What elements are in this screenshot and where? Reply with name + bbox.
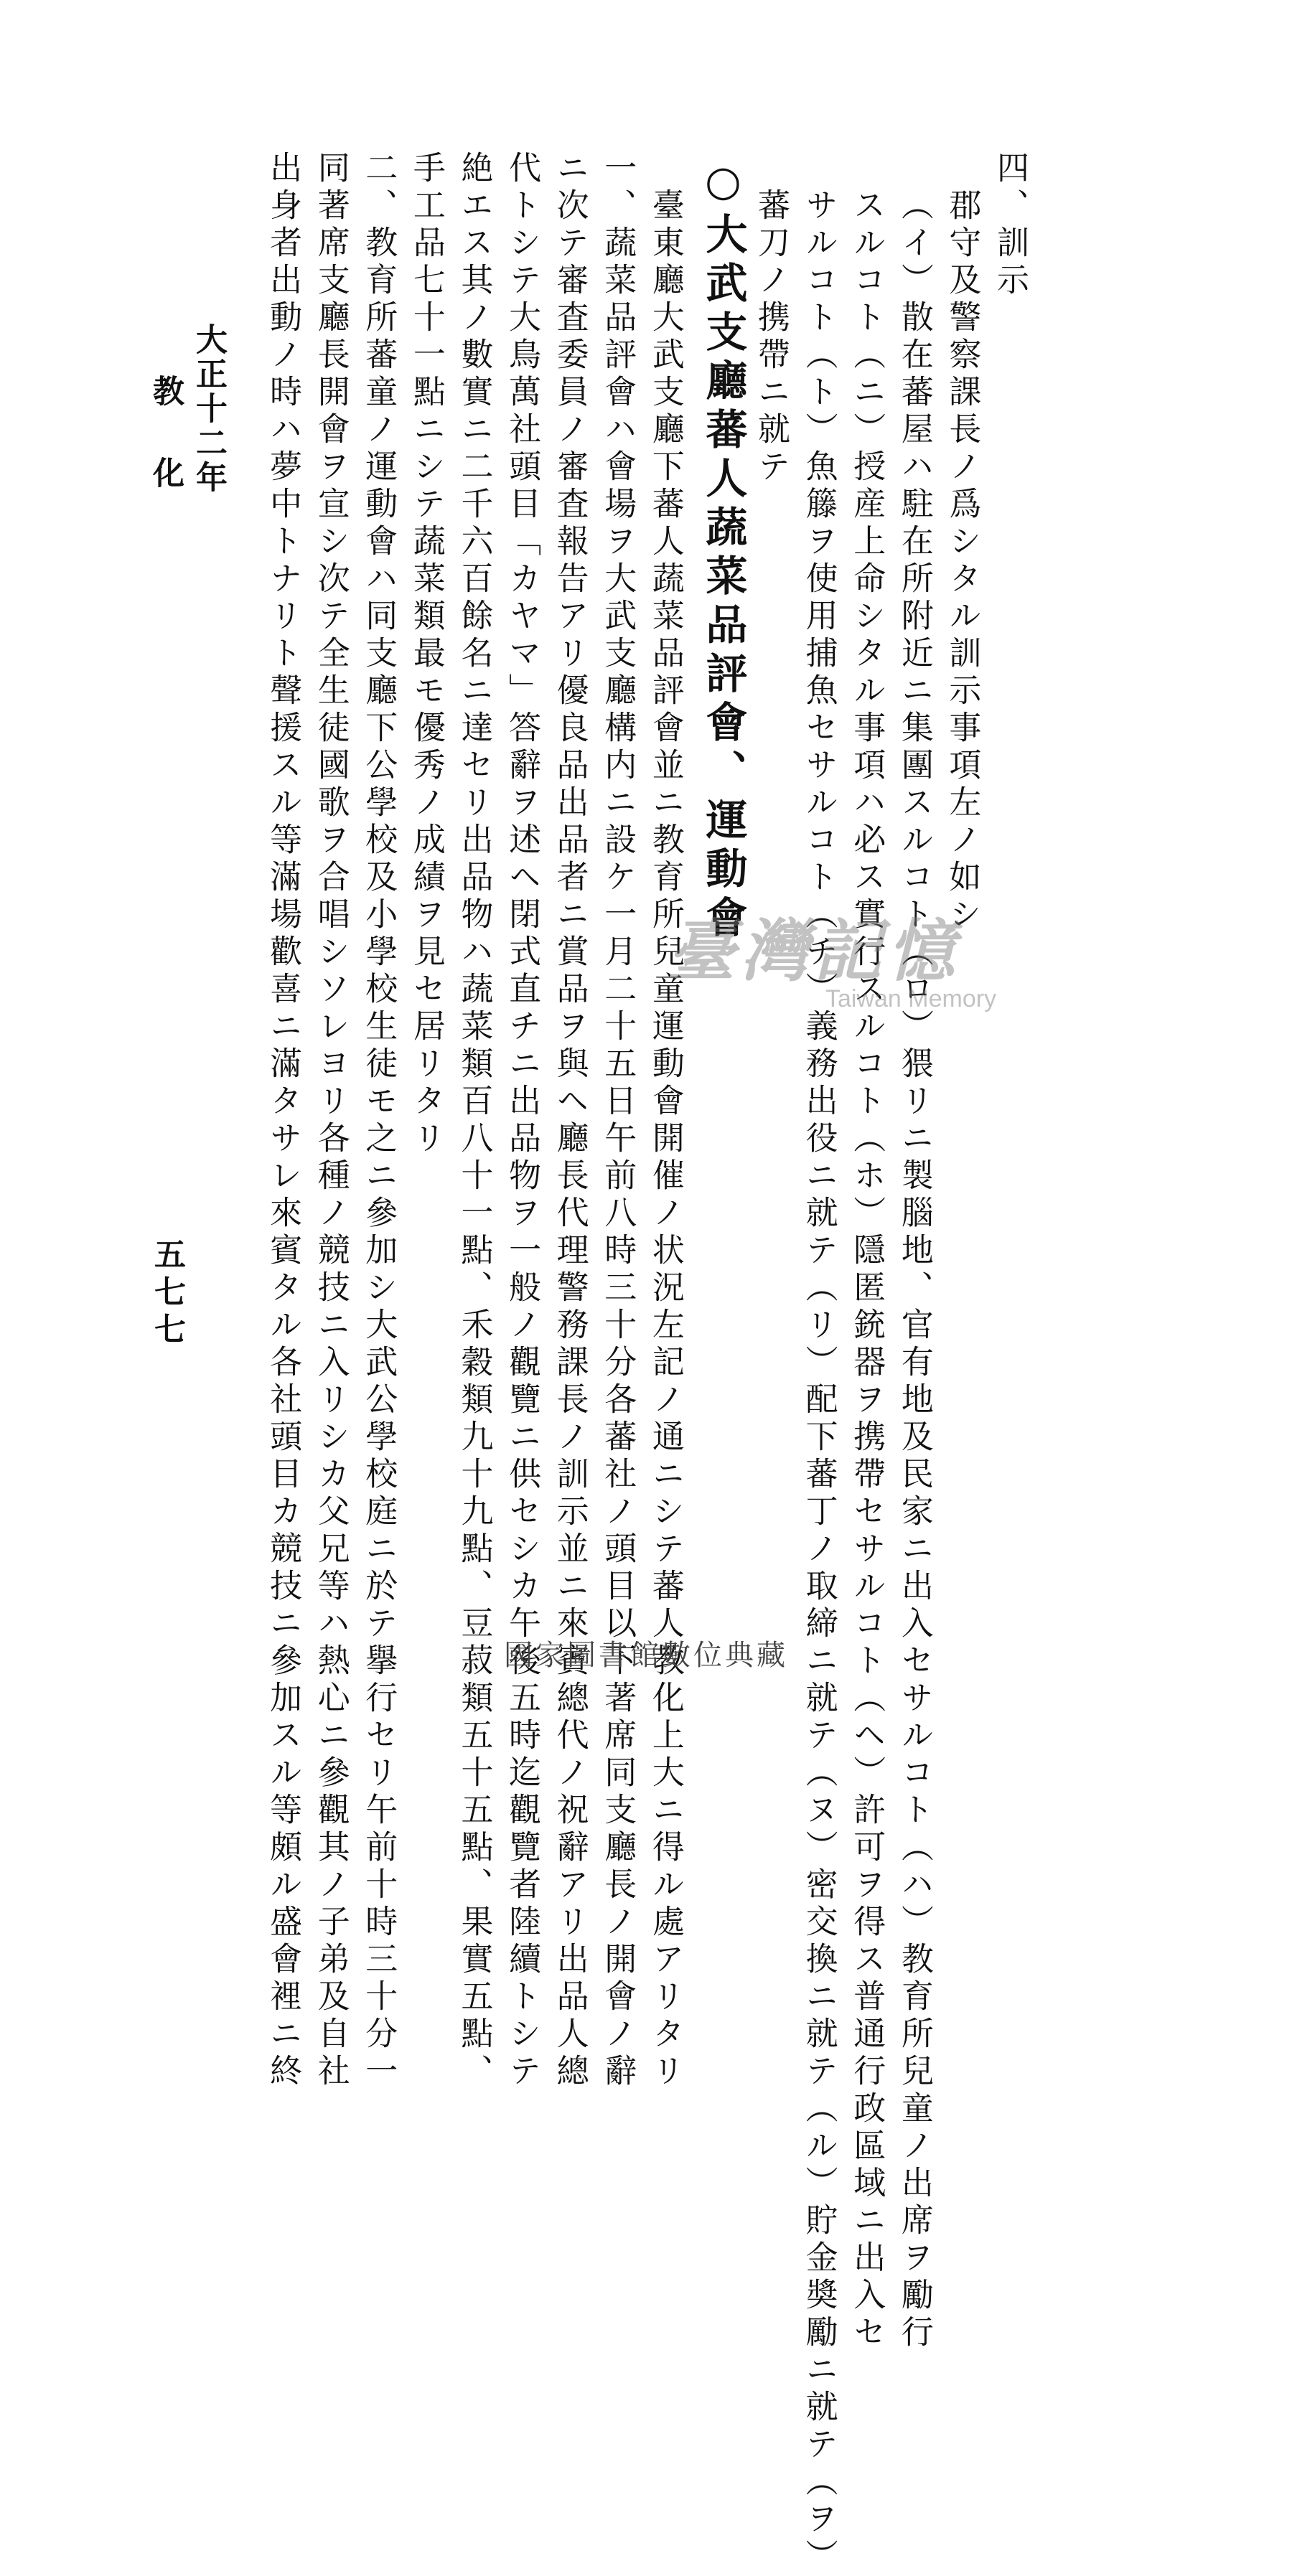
- text-column: 一、蔬菜品評會ハ會場ヲ大武支廳構内ニ設ケ一月二十五日午前八時三十分各蕃社ノ頭目以下著席同支廳長ノ開會ノ辭: [599, 151, 637, 2091]
- section-heading: ○大武支廳蕃人蔬菜品評會、運動會: [698, 156, 748, 944]
- text-column: 郡守及警察課長ノ爲シタル訓示事項左ノ如シ: [943, 188, 982, 934]
- watermark: [668, 897, 1041, 1012]
- text-column: サルコト（ト）魚籐ヲ使用捕魚セサルコト（チ）義務出役ニ就テ（リ）配下蕃丁ノ取締ニ就テ（ヌ）密交換ニ就テ（ル）貯金奬勵ニ就テ（ヲ）: [800, 188, 838, 2576]
- text-column: 同著席支廳長開會ヲ宣シ次テ全生徒國歌ヲ合唱シソレヨリ各種ノ競技ニ入リシカ父兄等ハ熱心ニ參觀其ノ子弟及自社: [312, 151, 350, 2091]
- text-column: 手工品七十一點ニシテ蔬菜類最モ優秀ノ成績ヲ見セ居リタリ: [407, 151, 446, 1158]
- archive-credit: 國家圖書館數位典藏: [504, 1639, 788, 1672]
- text-column: 蕃刀ノ携帶ニ就テ: [752, 188, 791, 486]
- page-number: 五七七: [149, 1238, 185, 1350]
- text-column: 出身者出動ノ時ハ夢中トナリト聲援スル等滿場歡喜ニ滿タサレ來賓タル各社頭目カ競技ニ參加スル等頗ル盛會裡ニ終: [264, 151, 303, 2091]
- text-column: 絶エス其ノ數實ニ二千六百餘名ニ達セリ出品物ハ蔬菜類百八十一點、禾穀類九十九點、豆菽類五十五點、果實五點、: [455, 151, 494, 2091]
- watermark-english: Taiwan Memory: [825, 985, 997, 1012]
- running-footer: [144, 323, 230, 538]
- text-column: ニ次テ審査委員ノ審査報告アリ優良品出品者ニ賞品ヲ與ヘ廳長代理警務課長ノ訓示並ニ來賓總代ノ祝辭アリ出品人總: [551, 151, 589, 2091]
- text-column: （イ）散在蕃屋ハ駐在所附近ニ集團スルコト（ロ）猥リニ製腦地、官有地及民家ニ出入セサルコト（ハ）教育所兒童ノ出席ヲ勵行: [895, 188, 934, 2352]
- text-column: スルコト（ニ）授産上命シタル事項ハ必ス實行スルコト（ホ）隱匿銃器ヲ携帶セサルコト（ヘ）許可ヲ得ス普通行政區域ニ出入セ: [848, 188, 886, 2352]
- text-column: 二、教育所蕃童ノ運動會ハ同支廳下公學校及小學校生徒モ之ニ參加シ大武公學校庭ニ於テ擧行セリ午前十時三十分一: [360, 151, 398, 2091]
- watermark-chinese: 臺灣記憶: [668, 912, 961, 991]
- text-column: 四、訓示: [991, 151, 1029, 300]
- running-footer-title: 教化: [147, 375, 184, 538]
- text-column: 代トシテ大鳥萬社頭目「カヤマ」答辭ヲ述ヘ閉式直チニ出品物ヲ一般ノ觀覽ニ供セシカ午後五時迄觀覽者陸續トシテ: [503, 151, 542, 2091]
- running-footer-year: 大正十二年: [190, 323, 227, 495]
- text-column: 臺東廳大武支廳下蕃人蔬菜品評會並ニ教育所兒童運動會開催ノ状況左記ノ通ニシテ蕃人教化上大ニ得ル處アリタリ: [646, 188, 685, 2091]
